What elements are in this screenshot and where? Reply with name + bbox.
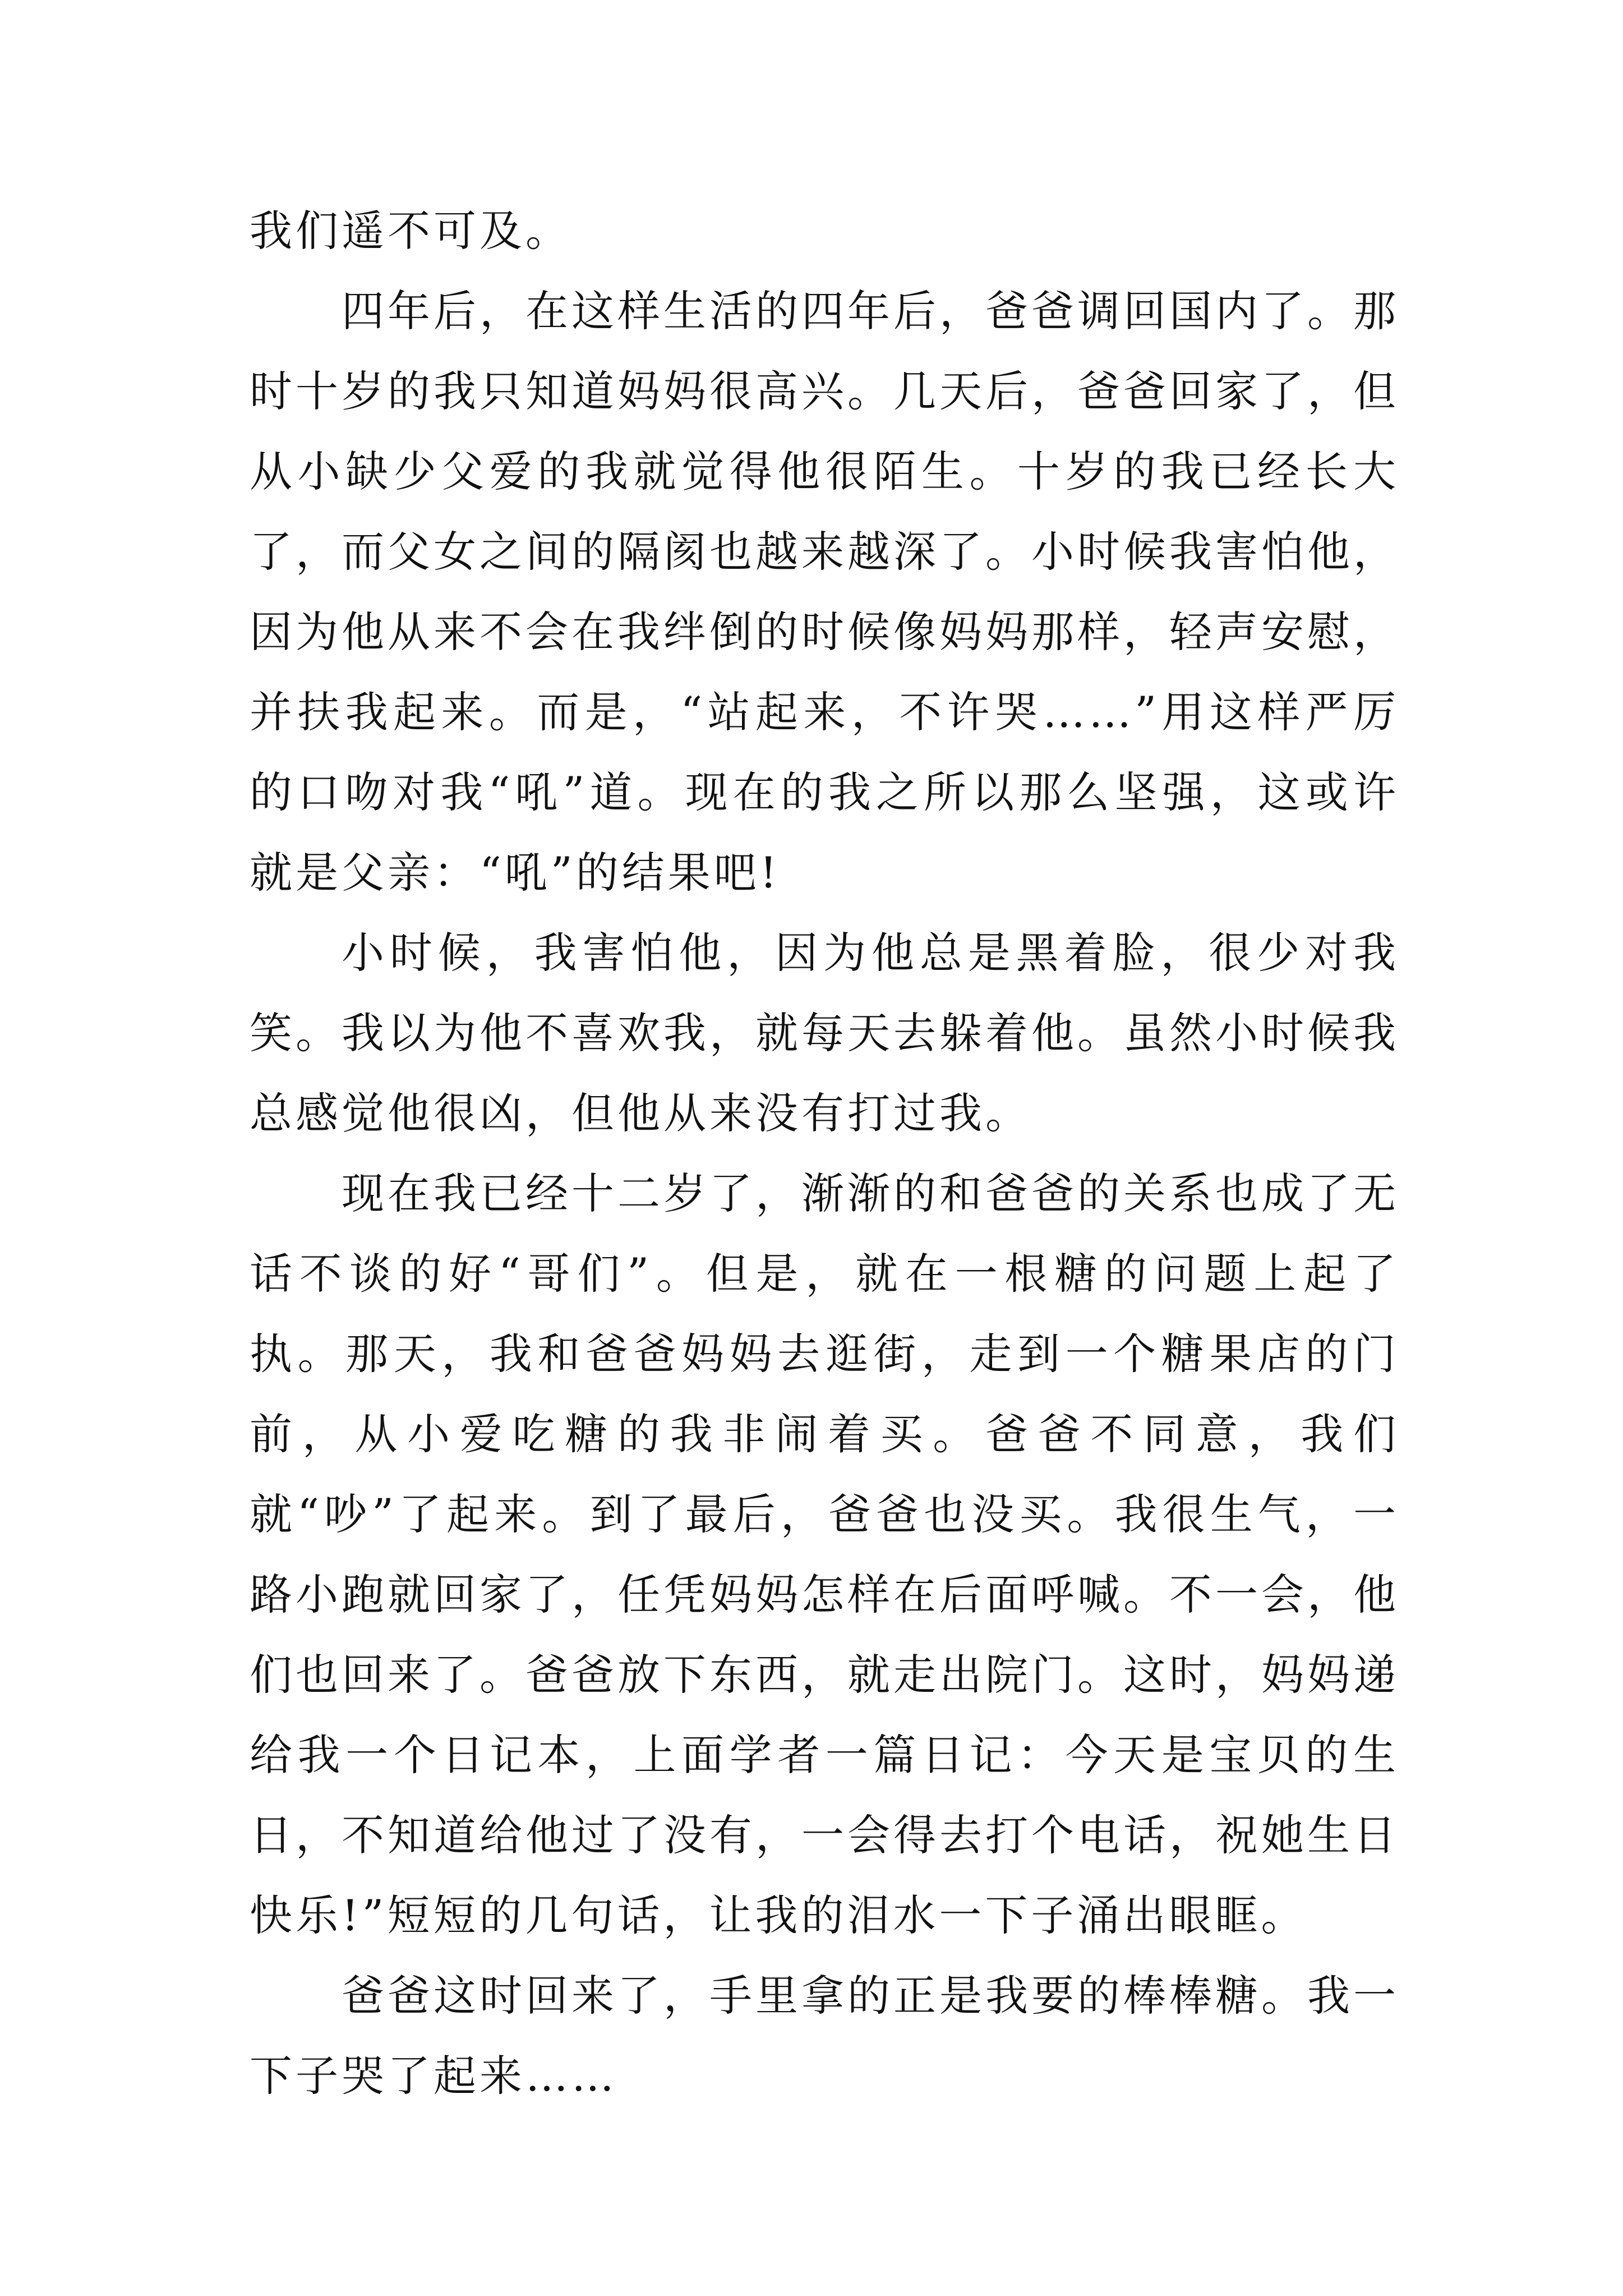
paragraph-4: 现在我已经十二岁了，渐渐的和爸爸的关系也成了无话不谈的好“哥们”。但是，就在一根糖的问题上起了执。那天，我和爸爸妈妈去逛街，走到一个糖果店的门前，从小爱吃糖的我非闹着买。爸爸不同意，我们就“吵”了起来。到了最后，爸爸也没买。我很生气，一路小跑就回家了，任凭妈妈怎样在后面呼喊。不一会，他们也回来了。爸爸放下东西，就走出院门。这时，妈妈递给我一个日记本，上面学者一篇日记：今天是宝贝的生日，不知道给他过了没有，一会得去打个电话，祝她生日快乐!”短短的几句话，让我的泪水一下子涌出眼眶。	[250, 1168, 1399, 1940]
paragraph-1: 我们遥不可及。	[250, 206, 571, 256]
article-body	[250, 191, 1399, 2116]
paragraph-5: 爸爸这时回来了，手里拿的正是我要的棒棒糖。我一下子哭了起来……	[250, 1971, 1399, 2101]
paragraph-3: 小时候，我害怕他，因为他总是黑着脸，很少对我笑。我以为他不喜欢我，就每天去躲着他。虽然小时候我总感觉他很凶，但他从来没有打过我。	[250, 928, 1399, 1138]
paragraph-2: 四年后，在这样生活的四年后，爸爸调回国内了。那时十岁的我只知道妈妈很高兴。几天后，爸爸回家了，但从小缺少父爱的我就觉得他很陌生。十岁的我已经长大了，而父女之间的隔阂也越来越深了。小时候我害怕他，因为他从来不会在我绊倒的时候像妈妈那样，轻声安慰，并扶我起来。而是，“站起来，不许哭……”用这样严厉的口吻对我“吼”道。现在的我之所以那么坚强，这或许就是父亲：“吼”的结果吧!	[250, 286, 1399, 898]
